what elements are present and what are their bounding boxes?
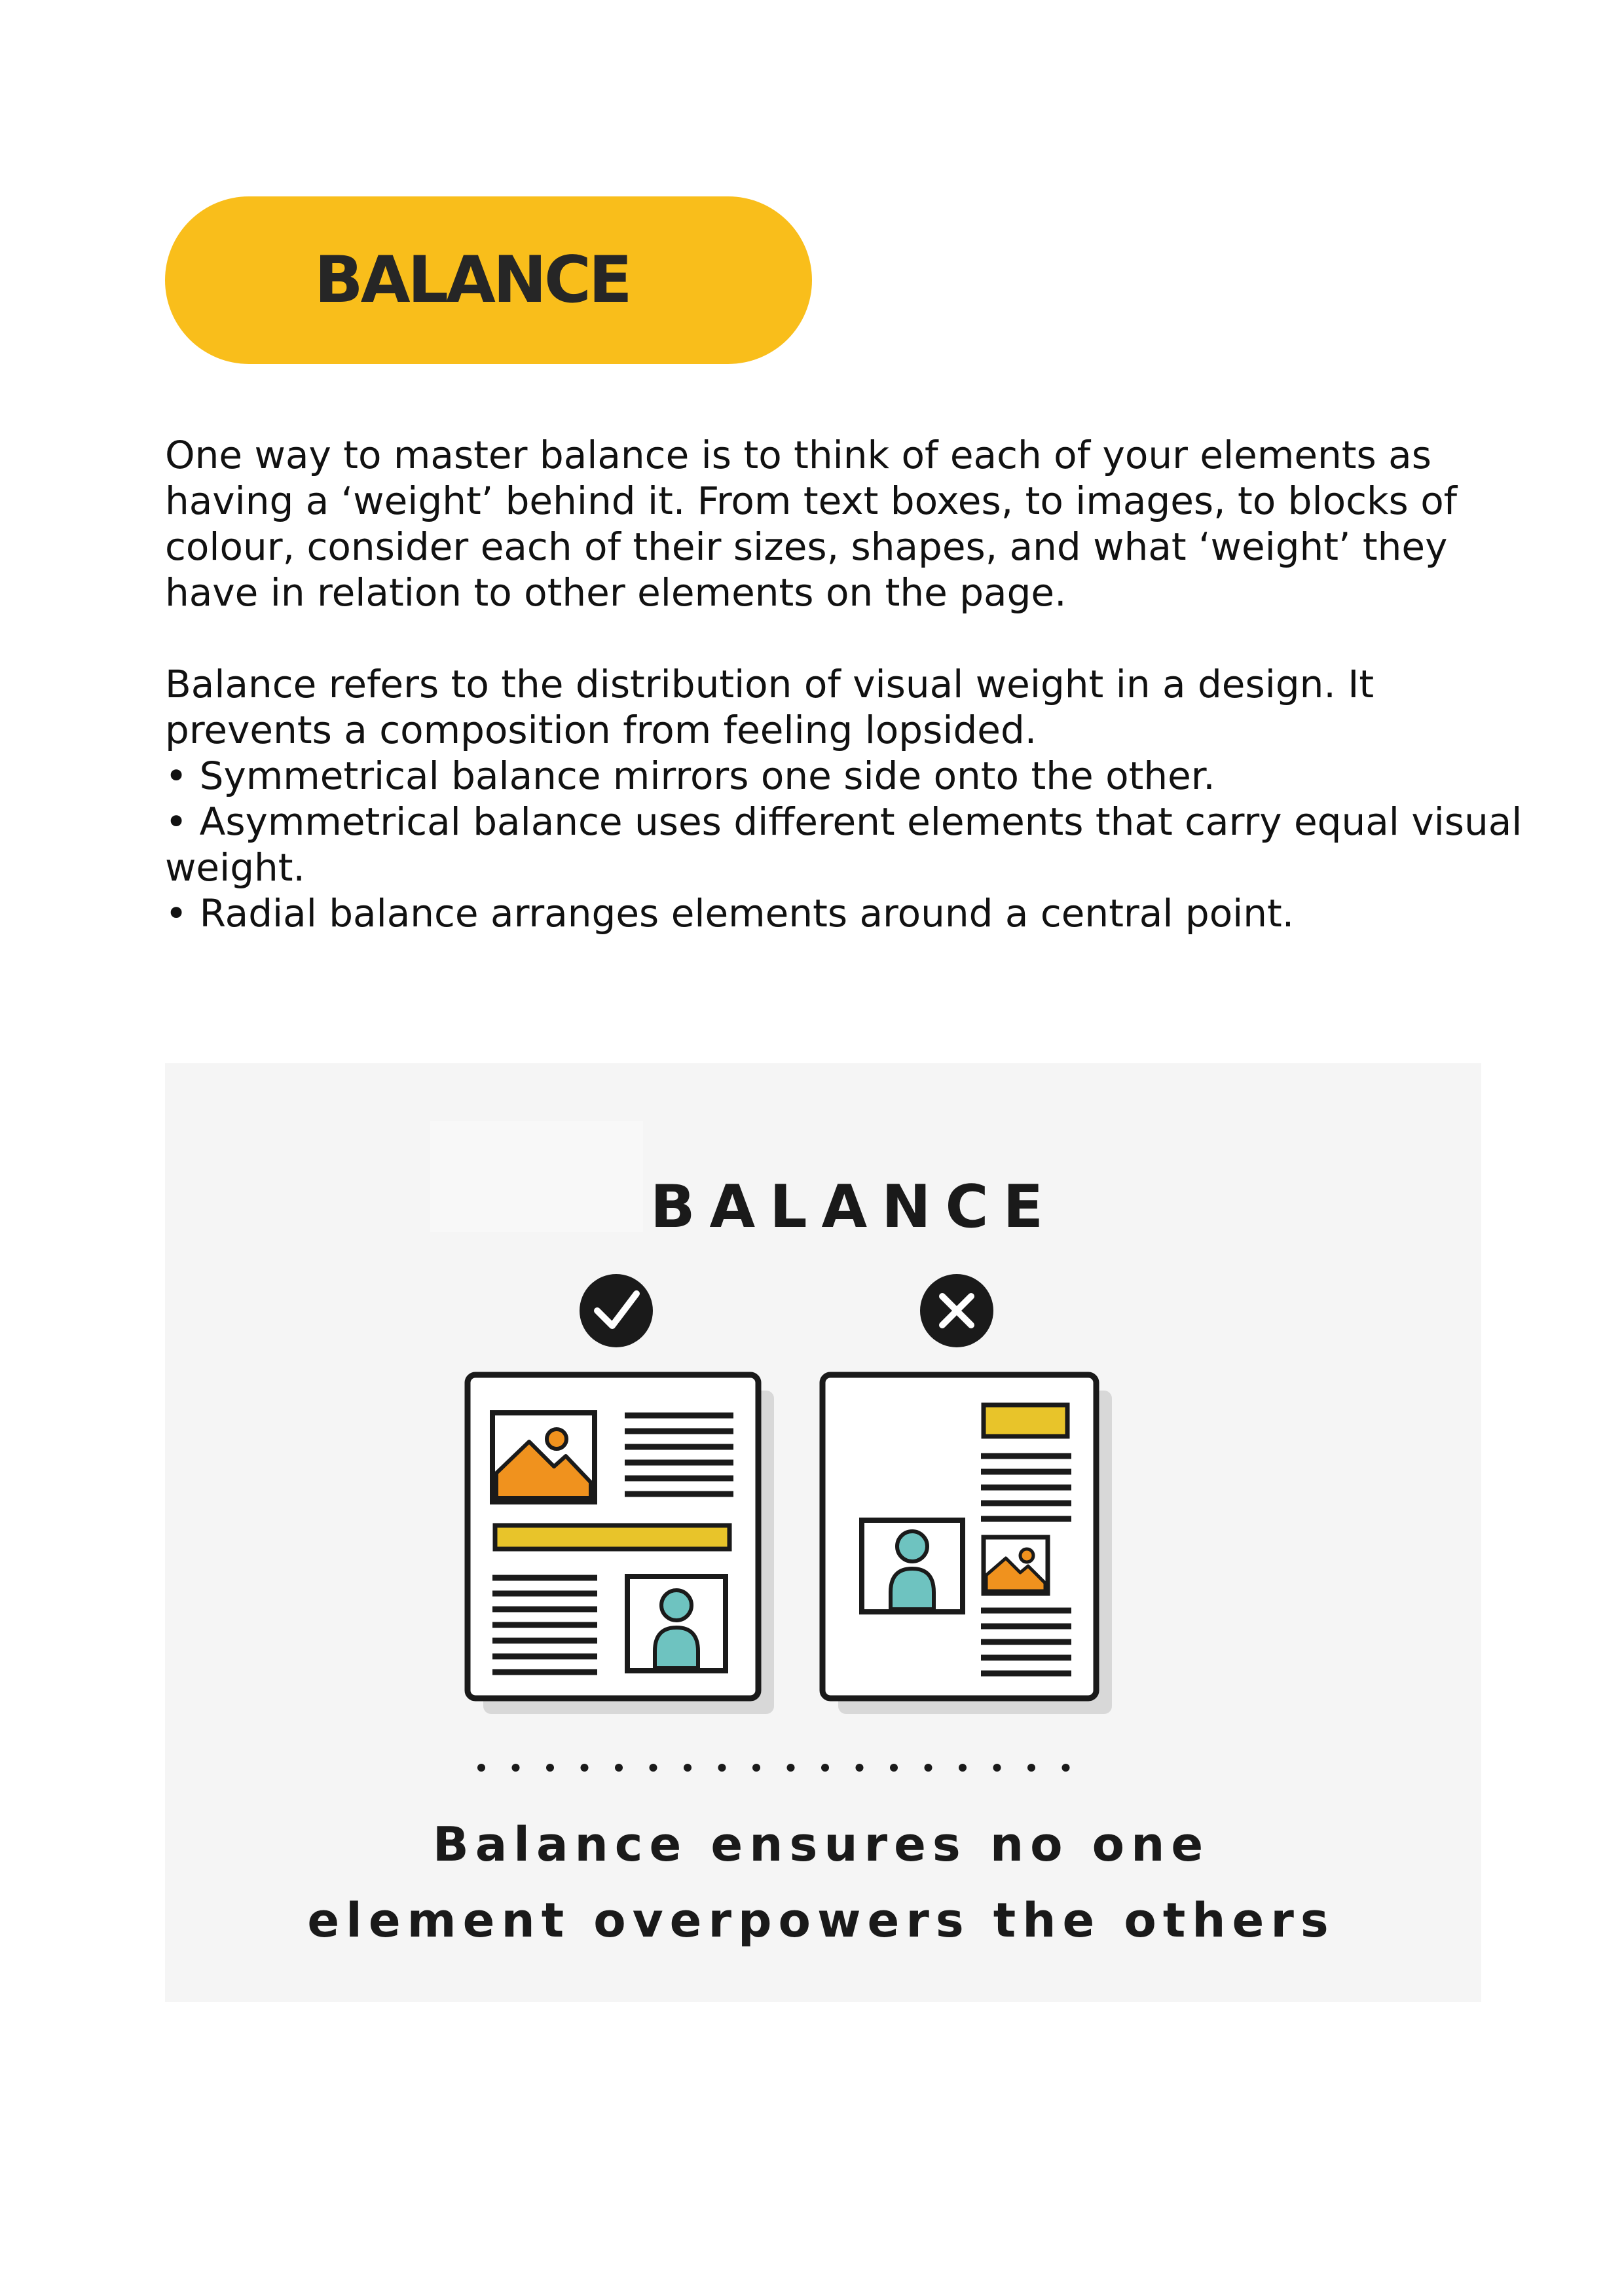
balance-infographic bbox=[165, 1063, 1481, 2002]
body-text bbox=[165, 432, 1527, 936]
check-circle-icon bbox=[580, 1274, 653, 1347]
divider-dot bbox=[856, 1764, 864, 1772]
divider-dot bbox=[752, 1764, 760, 1772]
divider-dot bbox=[512, 1764, 520, 1772]
section-heading: BALANCE bbox=[314, 243, 630, 318]
divider-dot bbox=[959, 1764, 967, 1772]
divider-dot bbox=[787, 1764, 795, 1772]
divider-dot bbox=[993, 1764, 1001, 1772]
person-photo-icon bbox=[627, 1576, 726, 1671]
divider-dot bbox=[1062, 1764, 1070, 1772]
faint-logo-block bbox=[430, 1121, 643, 1232]
bullet-asymmetrical: • Asymmetrical balance uses different elements that carry equal visual weight. bbox=[165, 799, 1522, 890]
image-placeholder-icon bbox=[492, 1413, 595, 1502]
section-heading-pill bbox=[165, 196, 812, 364]
definition-paragraph: Balance refers to the distribution of visual weight in a design. It prevents a composition from feeling lopsided. bbox=[165, 662, 1375, 752]
intro-paragraph: One way to master balance is to think of each of your elements as having a ‘weight’ behind it. From text boxes, to images, to blocks of colour, consider each of their sizes, shapes, and what ‘weight’ they have in relation to other elements on the page. bbox=[165, 433, 1458, 615]
image-placeholder-icon-small bbox=[984, 1537, 1048, 1594]
divider-dot bbox=[1027, 1764, 1035, 1772]
divider-dot bbox=[821, 1764, 829, 1772]
divider-dot bbox=[581, 1764, 589, 1772]
divider-dot bbox=[925, 1764, 932, 1772]
divider-dot bbox=[718, 1764, 726, 1772]
caption-line-1: Balance ensures no one bbox=[432, 1817, 1210, 1872]
divider-dot bbox=[546, 1764, 554, 1772]
divider-dot bbox=[650, 1764, 657, 1772]
person-photo-icon-small bbox=[862, 1520, 963, 1612]
caption-line-2: element overpowers the others bbox=[307, 1893, 1335, 1948]
text-lines-bottom bbox=[492, 1578, 597, 1672]
balanced-page bbox=[468, 1375, 774, 1714]
infographic-graphic bbox=[165, 1063, 1481, 2002]
unbalanced-page bbox=[822, 1375, 1112, 1714]
divider-dot bbox=[615, 1764, 623, 1772]
infographic-title: BALANCE bbox=[650, 1173, 1058, 1241]
bullet-radial: • Radial balance arranges elements around a central point. bbox=[165, 891, 1295, 936]
divider-dot bbox=[890, 1764, 898, 1772]
dotted-divider bbox=[477, 1764, 1070, 1772]
x-circle-icon bbox=[920, 1274, 993, 1347]
highlight-bar-small bbox=[984, 1405, 1067, 1436]
divider-dot bbox=[684, 1764, 692, 1772]
divider-dot bbox=[477, 1764, 485, 1772]
highlight-bar bbox=[495, 1525, 729, 1549]
bullet-symmetrical: • Symmetrical balance mirrors one side onto the other. bbox=[165, 754, 1215, 798]
